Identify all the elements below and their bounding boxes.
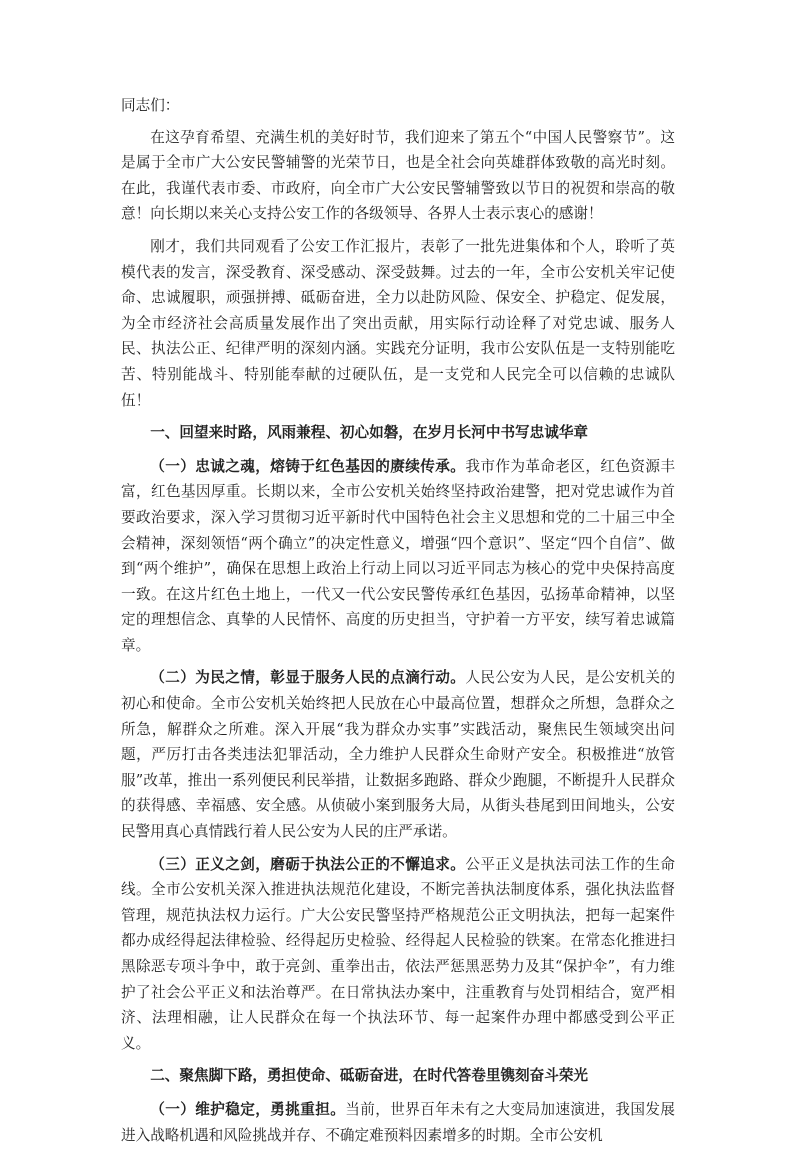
section1-item-2: [121, 665, 675, 844]
item-text: 人民公安为人民，是公安机关的初心和使命。全市公安机关始终把人民放在心中最高位置，想群众之所想，急群众之所急，解群众之所难。深入开展“我为群众办实事”实践活动，聚焦民生领域突出问题，严厉打击各类违法犯罪活动，全力维护人民群众生命财产安全。积极推进“放管服”改革，推出一系列便民利民举措，让数据多跑路、群众少跑腿，不断提升人民群众的获得感、幸福感、安全感。从侦破小案到服务大局，从街头巷尾到田间地头，公安民警用真心真情践行着人民公安为人民的庄严承诺。: [121, 669, 675, 841]
item-text: 当前，世界百年未有之大变局加速演进，我国发展进入战略机遇和风险挑战并存、不确定难预料因素增多的时期。全市公安机: [121, 1100, 675, 1144]
paragraph-review: 刚才，我们共同观看了公安工作汇报片，表彰了一批先进集体和个人，聆听了英模代表的发言，深受教育、深受感动、深受鼓舞。过去的一年，全市公安机关牢记使命、忠诚履职，顽强拼搏、砥砺奋进，全力以赴防风险、保安全、护稳定、促发展，为全市经济社会高质量发展作出了突出贡献，用实际行动诠释了对党忠诚、服务人民、执法公正、纪律严明的深刻内涵。实践充分证明，我市公安队伍是一支特别能吃苦、特别能战斗、特别能奉献的过硬队伍，是一支党和人民完全可以信赖的忠诚队伍！: [121, 237, 675, 409]
section2-item-1: [121, 1097, 675, 1148]
item-lead: （二）为民之情，彰显于服务人民的点滴行动。: [150, 669, 466, 687]
item-text: 公平正义是执法司法工作的生命线。全市公安机关深入推进执法规范化建设，不断完善执法制度体系，强化执法监督管理，规范执法权力运行。广大公安民警坚持严格规范公正文明执法，把每一起案件都办成经得起法律检验、经得起历史检验、经得起人民检验的铁案。在常态化推进扫黑除恶专项斗争中，敢于亮剑、重拳出击，依法严惩黑恶势力及其“保护伞”，有力维护了社会公平正义和法治尊严。在日常执法办案中，注重教育与处罚相结合，宽严相济、法理相融，让人民群众在每一个执法环节、每一起案件办理中都感受到公平正义。: [121, 855, 675, 1052]
item-lead: （一）忠诚之魂，熔铸于红色基因的赓续传承。: [150, 457, 466, 475]
document-body: [121, 93, 675, 1155]
item-lead: （三）正义之剑，磨砺于执法公正的不懈追求。: [150, 855, 466, 873]
section-heading-2: 二、聚焦脚下路，勇担使命、砥砺奋进，在时代答卷里镌刻奋斗荣光: [150, 1067, 589, 1085]
item-lead: （一）维护稳定，勇挑重担。: [150, 1100, 346, 1118]
salutation: 同志们：: [121, 97, 180, 114]
item-text: 我市作为革命老区，红色资源丰富，红色基因厚重。长期以来，全市公安机关始终坚持政治建警，把对党忠诚作为首要政治要求，深入学习贯彻习近平新时代中国特色社会主义思想和党的二十届三中全会精神，深刻领悟“两个确立”的决定性意义，增强“四个意识”、坚定“四个自信”、做到“两个维护”，确保在思想上政治上行动上同以习近平同志为核心的党中央保持高度一致。在这片红色土地上，一代又一代公安民警传承红色基因，弘扬革命精神，以坚定的理想信念、真挚的人民情怀、高度的历史担当，守护着一方平安，续写着忠诚篇章。: [121, 457, 675, 654]
section1-item-3: [121, 852, 675, 1057]
section1-item-1: [121, 454, 675, 659]
paragraph-opening: 在这孕育希望、充满生机的美好时节，我们迎来了第五个“中国人民警察节”。这是属于全市广大公安民警辅警的光荣节日，也是全社会向英雄群体致敬的高光时刻。在此，我谨代表市委、市政府，向全市广大公安民警辅警致以节日的祝贺和崇高的敬意！向长期以来关心支持公安工作的各级领导、各界人士表示衷心的感谢！: [121, 128, 675, 223]
section-heading-1: 一、回望来时路，风雨兼程、初心如磐，在岁月长河中书写忠诚华章: [150, 424, 589, 442]
